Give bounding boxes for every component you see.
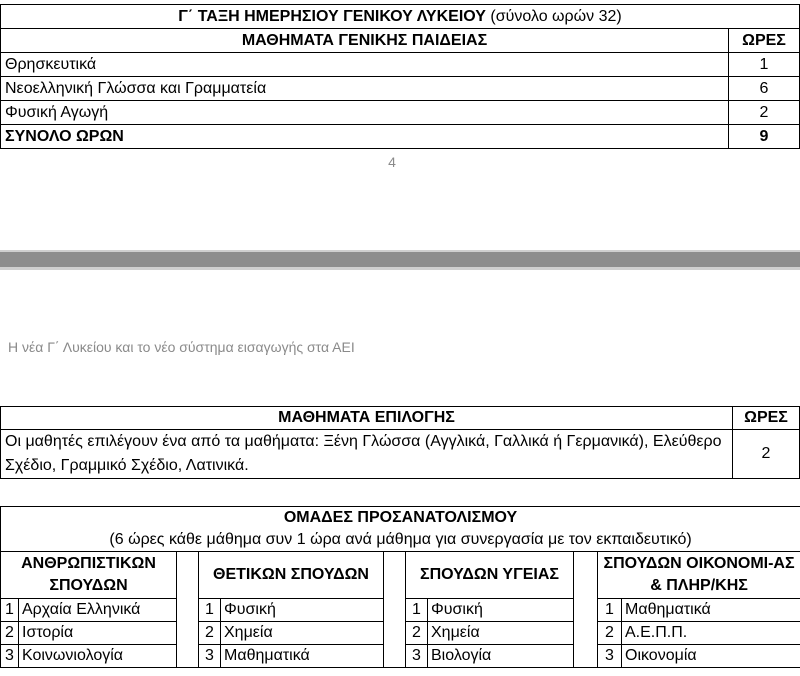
- page-header: Η νέα Γ΄ Λυκείου και το νέο σύστημα εισαγωγής στα ΑΕΙ: [8, 339, 355, 355]
- group-header: ΑΝΘΡΩΠΙΣΤΙΚΩΝ ΣΠΟΥΔΩΝ: [1, 552, 177, 599]
- orientation-title: ΟΜΑΔΕΣ ΠΡΟΣΑΝΑΤΟΛΙΣΜΟΥ: [283, 509, 518, 526]
- subject-name: Χημεία: [428, 622, 574, 645]
- hours-column-header: ΩΡΕΣ: [733, 407, 800, 430]
- subject-name: Α.Ε.Π.Π.: [622, 622, 800, 645]
- electives-header: ΜΑΘΗΜΑΤΑ ΕΠΙΛΟΓΗΣ: [1, 407, 733, 430]
- group-header: ΣΠΟΥΔΩΝ ΥΓΕΙΑΣ: [406, 552, 574, 599]
- table-header-row: [1, 552, 800, 599]
- total-row: [1, 125, 800, 149]
- subject-column-header: ΜΑΘΗΜΑΤΑ ΓΕΝΙΚΗΣ ΠΑΙΔΕΙΑΣ: [1, 29, 729, 53]
- subject-name: Αρχαία Ελληνικά: [19, 599, 177, 622]
- subject-name: Ιστορία: [19, 622, 177, 645]
- orientation-groups-table: [0, 506, 800, 668]
- page-number: 4: [388, 154, 396, 170]
- subject-number: 3: [598, 645, 622, 668]
- subject-cell: Θρησκευτικά: [1, 53, 729, 77]
- subject-number: 2: [598, 622, 622, 645]
- table-title: [1, 5, 800, 29]
- table-row: [1, 77, 800, 101]
- orientation-subtitle: (6 ώρες κάθε μάθημα συν 1 ώρα ανά μάθημα για συνεργασία με τον εκπαιδευτικό): [109, 531, 692, 548]
- total-hours: 9: [729, 125, 800, 149]
- hours-cell: 2: [729, 101, 800, 125]
- table-row: [1, 430, 800, 479]
- subject-number: 3: [199, 645, 221, 668]
- subject-name: Οικονομία: [622, 645, 800, 668]
- electives-description: Οι μαθητές επιλέγουν ένα από τα μαθήματα: Ξένη Γλώσσα (Αγγλικά, Γαλλικά ή Γερμανικά), Ελεύθερο Σχέδιο, Γραμμικό Σχέδιο, Λατινικά.: [1, 430, 733, 479]
- subject-name: Μαθηματικά: [221, 645, 384, 668]
- hours-cell: 6: [729, 77, 800, 101]
- subject-name: Φυσική: [221, 599, 384, 622]
- subject-cell: Φυσική Αγωγή: [1, 101, 729, 125]
- orientation-title-cell: [1, 507, 800, 552]
- subject-number: 2: [1, 622, 19, 645]
- group-header: ΘΕΤΙΚΩΝ ΣΠΟΥΔΩΝ: [199, 552, 384, 599]
- group-separator: [177, 552, 199, 668]
- subject-cell: Νεοελληνική Γλώσσα και Γραμματεία: [1, 77, 729, 101]
- subject-number: 2: [406, 622, 428, 645]
- title-bold: Γ΄ ΤΑΞΗ ΗΜΕΡΗΣΙΟΥ ΓΕΝΙΚΟΥ ΛΥΚΕΙΟΥ: [178, 7, 486, 25]
- subject-number: 1: [406, 599, 428, 622]
- table-header-row: [1, 407, 800, 430]
- general-education-table: [0, 4, 800, 149]
- total-label: ΣΥΝΟΛΟ ΩΡΩΝ: [1, 125, 729, 149]
- table-header-row: [1, 29, 800, 53]
- group-header: ΣΠΟΥΔΩΝ ΟΙΚΟΝΟΜΙ-ΑΣ & ΠΛΗΡ/ΚΗΣ: [598, 552, 800, 599]
- page-divider: [0, 250, 800, 270]
- table-row: [1, 101, 800, 125]
- subject-name: Μαθηματικά: [622, 599, 800, 622]
- table-title-row: [1, 507, 800, 552]
- subject-number: 1: [1, 599, 19, 622]
- subject-name: Βιολογία: [428, 645, 574, 668]
- subject-name: Κοινωνιολογία: [19, 645, 177, 668]
- subject-name: Φυσική: [428, 599, 574, 622]
- subject-name: Χημεία: [221, 622, 384, 645]
- subject-number: 1: [199, 599, 221, 622]
- table-title-row: [1, 5, 800, 29]
- group-separator: [574, 552, 598, 668]
- subject-number: 1: [598, 599, 622, 622]
- hours-cell: 2: [733, 430, 800, 479]
- hours-cell: 1: [729, 53, 800, 77]
- hours-column-header: ΩΡΕΣ: [729, 29, 800, 53]
- table-row: [1, 53, 800, 77]
- subject-number: 2: [199, 622, 221, 645]
- subject-number: 3: [406, 645, 428, 668]
- subject-number: 3: [1, 645, 19, 668]
- group-separator: [384, 552, 406, 668]
- title-normal: (σύνολο ωρών 32): [490, 7, 622, 25]
- electives-table: [0, 406, 800, 479]
